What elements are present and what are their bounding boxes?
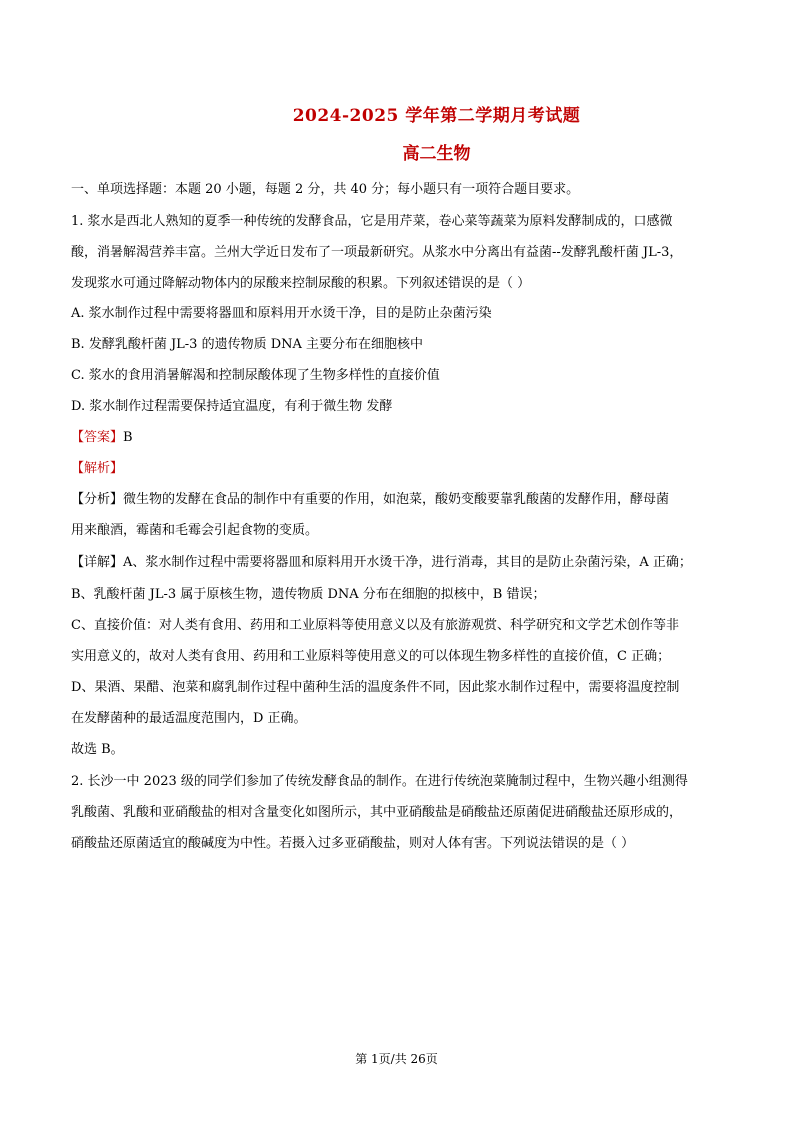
q2-stem-line: 硝酸盐还原菌适宜的酸碱度为中性。若摄入过多亚硝酸盐，则对人体有害。下列说法错误的是（ ） — [71, 836, 635, 851]
q1-option-b: B. 发酵乳酸杆菌 JL-3 的遗传物质 DNA 主要分布在细胞核中 — [71, 337, 424, 352]
analysis-label: 【解析】 — [71, 461, 124, 476]
page-footer: 第 1页/共 26页 — [355, 1052, 438, 1066]
q1-xiangjie-line: 在发酵菌种的最适温度范围内，D 正确。 — [71, 711, 307, 726]
q1-analysis-label — [71, 460, 731, 478]
xiangjie-text: A、浆水制作过程中需要将器皿和原料用开水烫干净，进行消毒，其目的是防止杂菌污染，A 正确； — [123, 555, 692, 570]
answer-label: 【答案】 — [71, 430, 124, 445]
q1-fenxi-line: 用来酿酒，霉菌和毛霉会引起食物的变质。 — [71, 523, 319, 538]
q1-xiangjie-line — [71, 554, 731, 572]
section-heading: 一、单项选择题：本题 20 小题，每题 2 分，共 40 分；每小题只有一项符合题目要求。 — [71, 182, 580, 197]
page-title: 2024-2025 学年第二学期月考试题 — [292, 106, 581, 126]
q1-answer — [71, 429, 731, 447]
fenxi-text: 微生物的发酵在食品的制作中有重要的作用，如泡菜，酸奶变酸要靠乳酸菌的发酵作用，酵母菌 — [123, 492, 670, 507]
q1-option-c: C. 浆水的食用消暑解渴和控制尿酸体现了生物多样性的直接价值 — [71, 368, 440, 383]
q1-option-d: D. 浆水制作过程需要保持适宜温度，有利于微生物 发酵 — [71, 399, 393, 414]
xiangjie-label: 【详解】 — [71, 555, 124, 570]
q1-xiangjie-line: B、乳酸杆菌 JL-3 属于原核生物，遗传物质 DNA 分布在细胞的拟核中，B 错误； — [71, 587, 546, 602]
q1-option-a: A. 浆水制作过程中需要将器皿和原料用开水烫干净，目的是防止杂菌污染 — [71, 306, 492, 321]
answer-value: B — [123, 430, 133, 445]
q1-xiangjie-line: 实用意义的，故对人类有食用、药用和工业原料等使用意义的可以体现生物多样性的直接价值，C 正确； — [71, 649, 671, 664]
q2-stem-line: 2. 长沙一中 2023 级的同学们参加了传统发酵食品的制作。在进行传统泡菜腌制过程中，生物兴趣小组测得 — [71, 774, 688, 789]
q1-xiangjie-line: C、直接价值：对人类有食用、药用和工业原料等使用意义以及有旅游观赏、科学研究和文学艺术创作等非 — [71, 618, 679, 633]
q1-stem-line: 酸，消暑解渴营养丰富。兰州大学近日发布了一项最新研究。从浆水中分离出有益菌--发酵乳酸杆菌 JL-3， — [71, 245, 683, 260]
q1-conclusion: 故选 B。 — [71, 742, 124, 757]
q2-stem-line: 乳酸菌、乳酸和亚硝酸盐的相对含量变化如图所示，其中亚硝酸盐是硝酸盐还原菌促进硝酸盐还原形成的， — [71, 805, 683, 820]
q1-stem-line: 1. 浆水是西北人熟知的夏季一种传统的发酵食品，它是用芹菜，卷心菜等蔬菜为原料发酵制成的，口感微 — [71, 214, 673, 229]
q1-xiangjie-line: D、果酒、果醋、泡菜和腐乳制作过程中菌种生活的温度条件不同，因此浆水制作过程中，需要将温度控制 — [71, 680, 680, 695]
q1-stem-line: 发现浆水可通过降解动物体内的尿酸来控制尿酸的积累。下列叙述错误的是（ ） — [71, 276, 531, 291]
page-subtitle: 高二生物 — [402, 144, 471, 164]
fenxi-label: 【分析】 — [71, 492, 124, 507]
q1-fenxi-line — [71, 491, 731, 509]
